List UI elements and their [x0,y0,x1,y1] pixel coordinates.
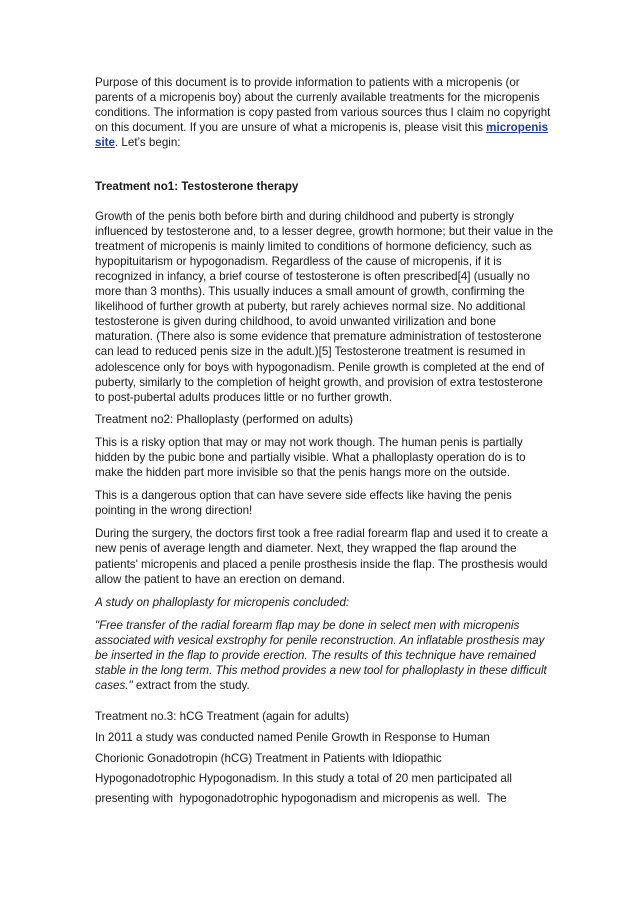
study-quote: "Free transfer of the radial forearm flap may be done in select men with micropenis associated with vesical exstrophy for penile reconstruction. An inflatable prosthesis may be inserted in the flap to provide erection. The results of this technique have remained stable in the long term. This method provides a new tool for phalloplasty in these difficult cases." [95,618,547,693]
treatment2-heading: Treatment no2: Phalloplasty (performed on adults) [95,412,353,426]
intro-text: Purpose of this document is to provide information to patients with a micropenis (or parents of a micropenis boy) about the currenly available treatments for the micropenis conditions. The information is copy pasted from various sources thus I claim no copyright on this document. If you are unsure of what a micropenis is, please visit this [95,76,551,135]
treatment1-heading: Treatment no1: Testosterone therapy [95,180,299,194]
document-content [95,75,555,809]
intro-text-end: . Let’s begin: [114,136,181,150]
study-intro: A study on phalloplasty for micropenis concluded: [95,595,350,609]
treatment3-heading: Treatment no.3: hCG Treatment (again for adults) [95,710,350,724]
study-quote-paragraph [95,618,555,693]
treatment2-paragraph-2: This is a dangerous option that can have severe side effects like having the penis pointing in the wrong direction! [95,489,512,518]
treatment3-line: In 2011 a study was conducted named Penile Growth in Response to Human [95,731,490,745]
micropenis-site-link[interactable]: micropenis site [95,121,549,150]
treatment3-line: Chorionic Gonadotropin (hCG) Treatment in Patients with Idiopathic [95,751,442,765]
treatment2-paragraph-3: During the surgery, the doctors first took a free radial forearm flap and used it to create a new penis of average length and diameter. Next, they wrapped the flap around the patients' micropenis and placed a penile prosthesis inside the flap. The prosthesis would allow the patient to have an erection on demand. [95,527,548,586]
intro-paragraph [95,75,555,150]
treatment2-paragraph-1: This is a risky option that may or may not work though. The human penis is partially hidden by the pubic bone and partially visible. What a phalloplasty operation do is to make the hidden part more invisible so that the penis hangs more on the outside. [95,435,526,480]
treatment1-body: Growth of the penis both before birth and during childhood and puberty is strongly influenced by testosterone and, to a lesser degree, growth hormone; but their value in the treatment of micropenis is mainly limited to conditions of hormone deficiency, such as hypopituitarism or hypogonadism. Regardless of the cause of micropenis, if it is recognized in infancy, a brief course of testosterone is often prescribed[4] (usually no more than 3 months). This usually induces a small amount of growth, confirming the likelihood of further growth at puberty, but rarely achieves normal size. No additional testosterone is given during childhood, to avoid unwanted virilization and bone maturation. (There also is some evidence that premature administration of testosterone can lead to reduced penis size in the adult.)[5] Testosterone treatment is resumed in adolescence only for boys with hypogonadism. Penile growth is completed at the end of puberty, similarly to the completion of height growth, and provision of extra testosterone to post-pubertal adults produces little or no further growth. [95,209,554,404]
study-quote-suffix: extract from the study. [132,679,250,693]
treatment3-line: presenting with hypogonadotrophic hypogonadism and micropenis as well. The [95,791,507,805]
treatment3-body [95,728,555,809]
treatment3-line: Hypogonadotrophic Hypogonadism. In this study a total of 20 men participated all [95,771,512,785]
